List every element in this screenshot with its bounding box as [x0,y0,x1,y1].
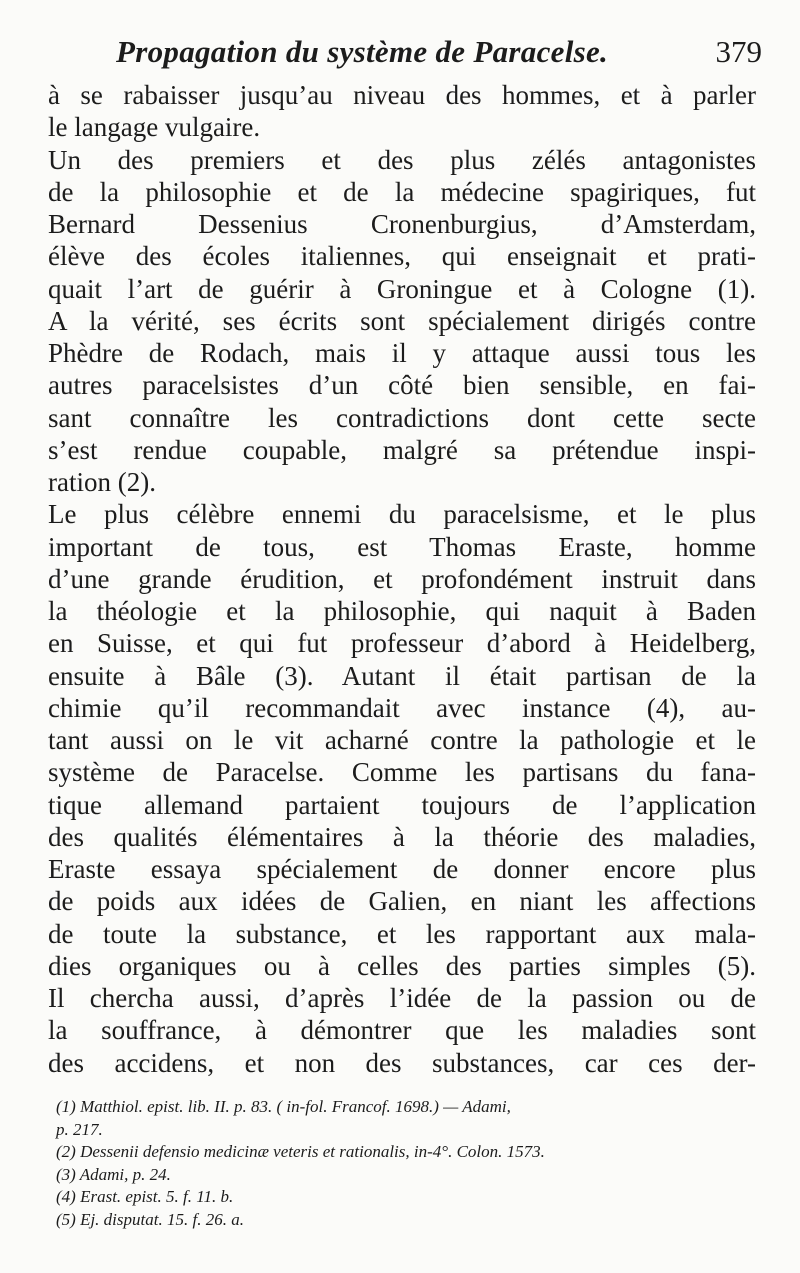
footnote-line: (1) Matthiol. epist. lib. II. p. 83. ( in-fol. Francof. 1698.) — Adami, [56,1097,511,1116]
footnote-line: p. 217. [56,1119,103,1139]
text-line: Phèdre de Rodach, mais il y attaque aussi tous les [48,338,756,368]
text-line: le langage vulgaire. [48,112,261,143]
running-title: Propagation du système de Paracelse. [116,34,609,69]
text-line: ration (2). [48,467,156,497]
text-line: tant aussi on le vit acharné contre la pathologie et le [48,725,756,755]
page-number: 379 [715,34,762,69]
text-line: Un des premiers et des plus zélés antagonistes [48,144,756,175]
text-line: des qualités élémentaires à la théorie des maladies, [48,821,756,852]
text-line: Il chercha aussi, d’après l’idée de la passion ou de [48,983,756,1013]
page-header [48,34,768,78]
text-line: de toute la substance, et les rapportant aux mala- [48,918,756,949]
footnote-line: (5) Ej. disputat. 15. f. 26. a. [56,1209,244,1229]
text-line: d’une grande érudition, et profondément instruit dans [48,563,756,594]
text-line: quait l’art de guérir à Groningue et à Cologne (1). [48,273,756,304]
text-line: système de Paracelse. Comme les partisans du fana- [48,757,756,788]
text-line: en Suisse, et qui fut professeur d’abord à Heidelberg, [48,628,756,659]
footnotes [56,1096,756,1231]
text-line: à se rabaisser jusqu’au niveau des hommes, et à parler [48,80,756,110]
text-line: s’est rendue coupable, malgré sa prétendue inspi- [48,434,756,465]
footnote-line: (3) Adami, p. 24. [56,1164,171,1184]
text-line: Eraste essaya spécialement de donner encore plus [48,854,756,884]
text-line: sant connaître les contradictions dont cette secte [48,402,756,433]
text-line: important de tous, est Thomas Eraste, homme [48,531,756,562]
text-line: la souffrance, à démontrer que les maladies sont [48,1015,756,1046]
text-line: chimie qu’il recommandait avec instance (4), au- [48,692,756,723]
text-line: la théologie et la philosophie, qui naquit à Baden [48,596,756,626]
text-line: tique allemand partaient toujours de l’application [48,789,756,820]
text-line: élève des écoles italiennes, qui enseignait et prati- [48,241,756,272]
text-line: de poids aux idées de Galien, en niant les affections [48,886,756,917]
text-line: A la vérité, ses écrits sont spécialement dirigés contre [48,305,756,336]
text-line: autres paracelsistes d’un côté bien sensible, en fai- [48,370,756,401]
text-line: des accidens, et non des substances, car ces der- [48,1047,756,1078]
footnote-line: (2) Dessenii defensio medicinæ veteris et rationalis, in-4°. Colon. 1573. [56,1142,545,1161]
text-line: dies organiques ou à celles des parties simples (5). [48,950,756,981]
text-line: de la philosophie et de la médecine spagiriques, fut [48,176,756,207]
text-line: ensuite à Bâle (3). Autant il était partisan de la [48,660,756,691]
body-text [48,79,756,1079]
text-line: Bernard Dessenius Cronenburgius, d’Amsterdam, [48,209,756,239]
footnote-line: (4) Erast. epist. 5. f. 11. b. [56,1187,234,1206]
text-line: Le plus célèbre ennemi du paracelsisme, et le plus [48,499,756,530]
